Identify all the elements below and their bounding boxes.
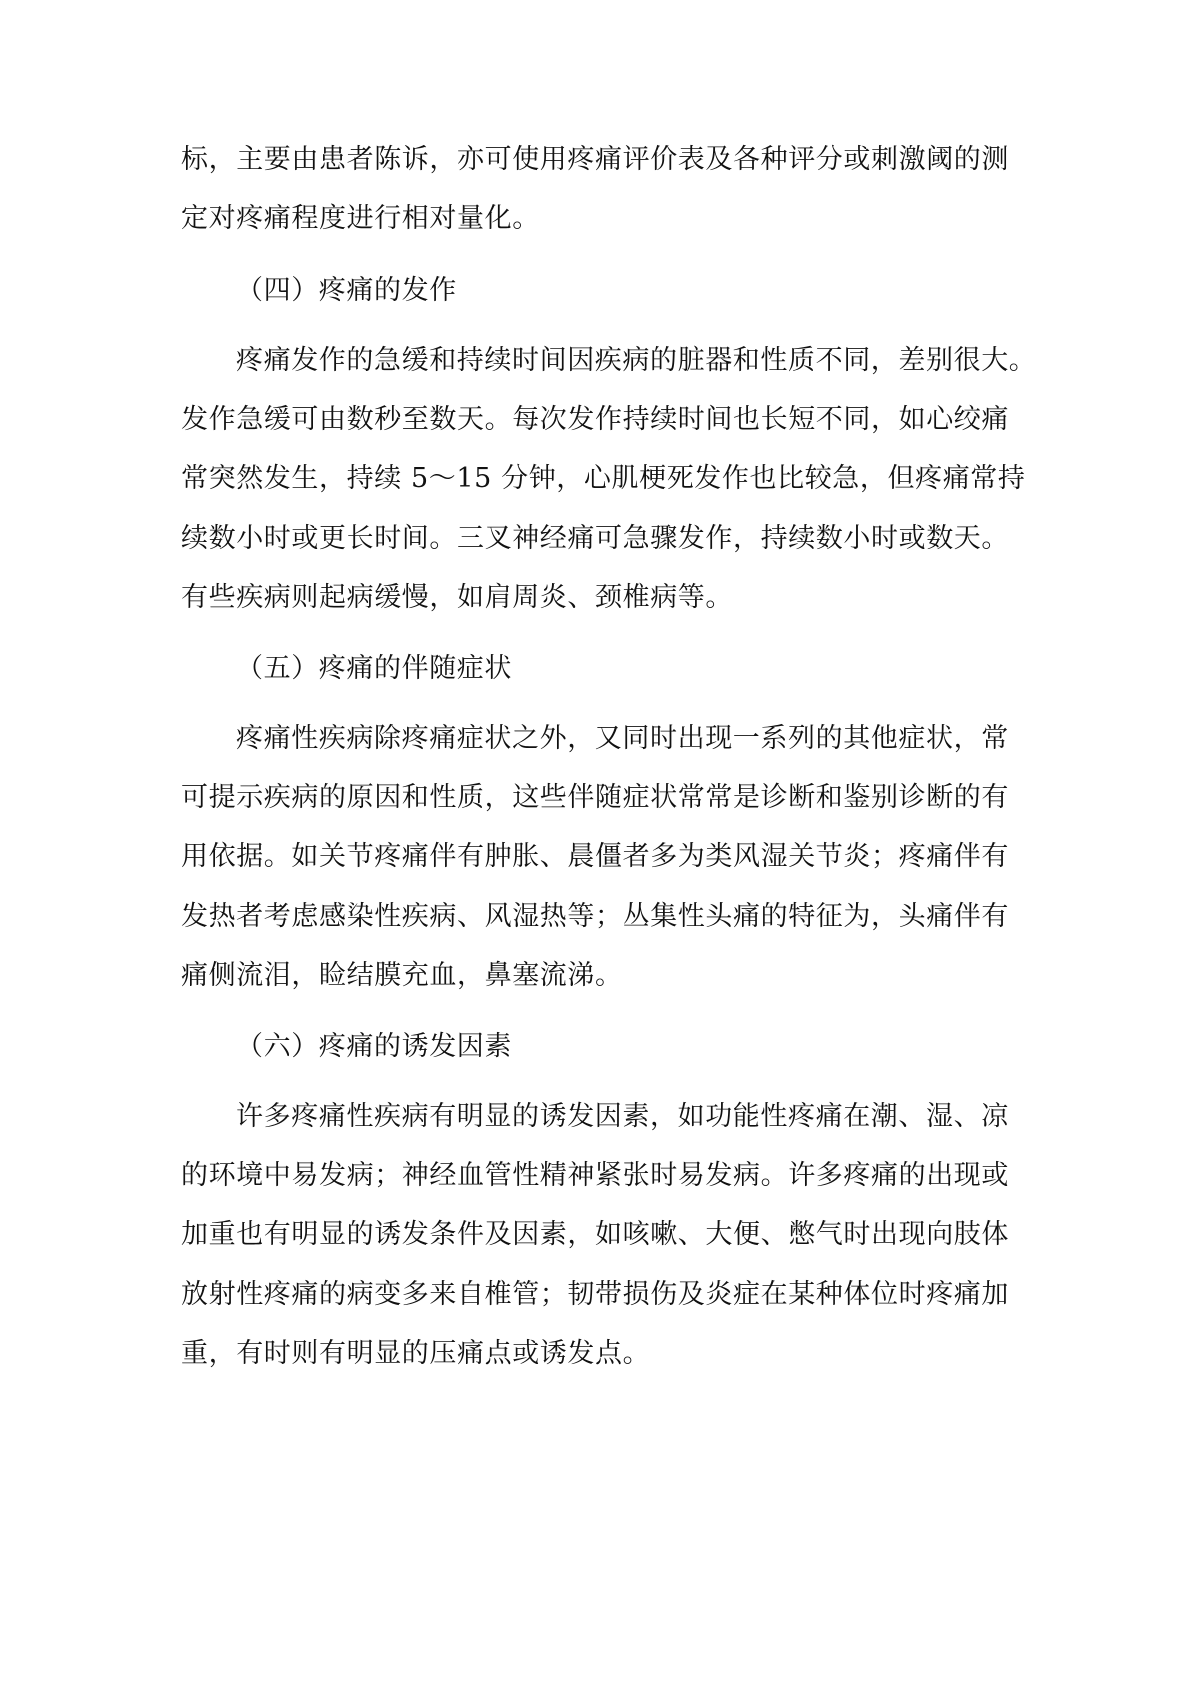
text-line: 用依据。如关节疼痛伴有肿胀、晨僵者多为类风湿关节炎；疼痛伴有	[181, 841, 1009, 872]
paragraph-first-line: 疼痛性疾病除疼痛症状之外，又同时出现一系列的其他症状，常	[236, 723, 1009, 754]
text-line: 可提示疾病的原因和性质，这些伴随症状常常是诊断和鉴别诊断的有	[181, 782, 1009, 813]
text-line: 重，有时则有明显的压痛点或诱发点。	[181, 1338, 651, 1369]
text-line: 定对疼痛程度进行相对量化。	[181, 203, 540, 234]
text-line: 常突然发生，持续 5～15 分钟，心肌梗死发作也比较急，但疼痛常持	[181, 463, 1026, 494]
text-line: 痛侧流泪，睑结膜充血，鼻塞流涕。	[181, 960, 623, 991]
section-heading: （四）疼痛的发作	[236, 275, 457, 306]
text-line: 的环境中易发病；神经血管性精神紧张时易发病。许多疼痛的出现或	[181, 1160, 1009, 1191]
text-line: 续数小时或更长时间。三叉神经痛可急骤发作，持续数小时或数天。	[181, 523, 1009, 554]
text-line: 标，主要由患者陈诉，亦可使用疼痛评价表及各种评分或刺激阈的测	[181, 144, 1009, 175]
paragraph-first-line: 许多疼痛性疾病有明显的诱发因素，如功能性疼痛在潮、湿、凉	[236, 1101, 1009, 1132]
section-heading: （五）疼痛的伴随症状	[236, 653, 512, 684]
text-line: 发热者考虑感染性疾病、风湿热等；丛集性头痛的特征为，头痛伴有	[181, 901, 1009, 932]
text-line: 发作急缓可由数秒至数天。每次发作持续时间也长短不同，如心绞痛	[181, 404, 1009, 435]
text-line: 有些疾病则起病缓慢，如肩周炎、颈椎病等。	[181, 582, 733, 613]
text-line: 放射性疼痛的病变多来自椎管；韧带损伤及炎症在某种体位时疼痛加	[181, 1279, 1009, 1310]
paragraph-first-line: 疼痛发作的急缓和持续时间因疾病的脏器和性质不同，差别很大。	[236, 345, 1037, 376]
section-heading: （六）疼痛的诱发因素	[236, 1031, 512, 1062]
text-line: 加重也有明显的诱发条件及因素，如咳嗽、大便、憋气时出现向肢体	[181, 1219, 1009, 1250]
